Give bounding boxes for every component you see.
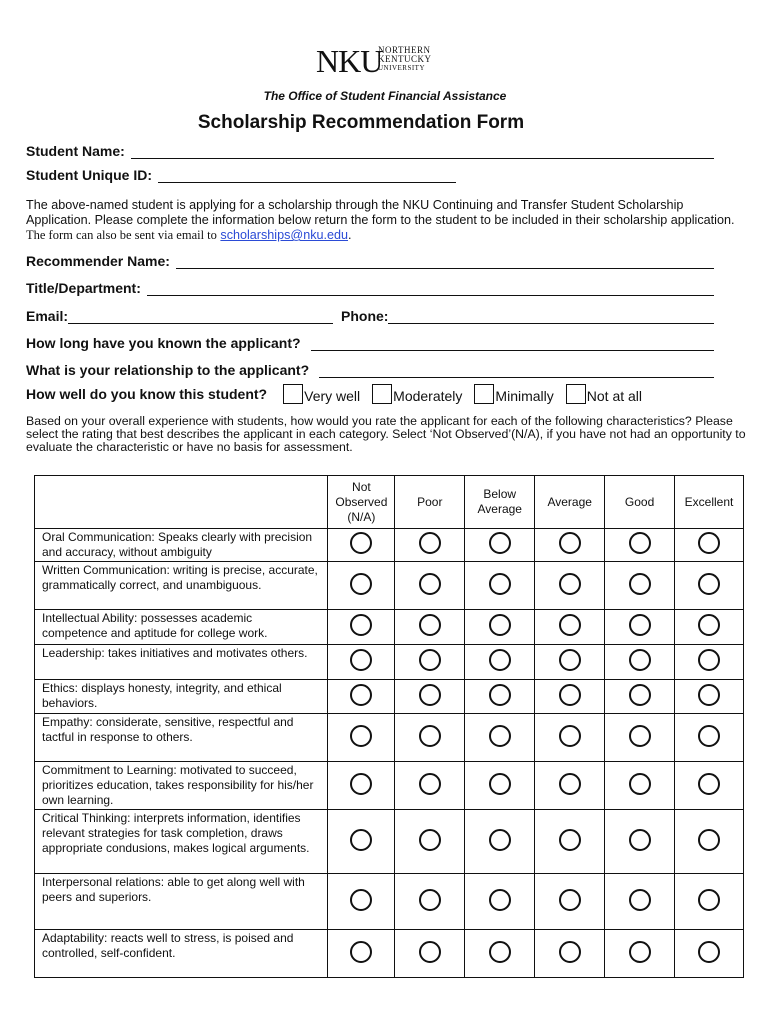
scholarship-email-link[interactable]: scholarships@nku.edu: [220, 228, 349, 242]
rating-cell-excellent: [675, 930, 744, 978]
rating-header-row: [35, 476, 744, 529]
radio-below-average[interactable]: [489, 889, 511, 911]
rating-cell-below-average: [465, 930, 535, 978]
radio-average[interactable]: [559, 725, 581, 747]
radio-not-observed[interactable]: [350, 649, 372, 671]
characteristic-description: Commitment to Learning: motivated to succeed, prioritizes education, takes responsibility for his/her own learning.: [35, 762, 328, 810]
rating-cell-excellent: [675, 610, 744, 645]
radio-below-average[interactable]: [489, 532, 511, 554]
email-phone-row: [26, 308, 714, 324]
rating-cell-average: [535, 610, 605, 645]
characteristic-description: Written Communication: writing is precise, accurate, grammatically correct, and unambiguous.: [35, 562, 328, 610]
radio-below-average[interactable]: [489, 829, 511, 851]
rating-cell-good: [605, 562, 675, 610]
radio-poor[interactable]: [419, 829, 441, 851]
radio-good[interactable]: [629, 573, 651, 595]
rating-cell-good: [605, 874, 675, 930]
radio-excellent[interactable]: [698, 573, 720, 595]
radio-average[interactable]: [559, 941, 581, 963]
rating-row: [35, 810, 744, 874]
intro-text: The above-named student is applying for a scholarship through the NKU Continuing and Transfer Student Scholarship Application. Please complete the information below return the form to the student to be included in their scholarship application.: [26, 198, 735, 227]
rating-cell-not-observed: [328, 714, 395, 762]
rating-cell-excellent: [675, 714, 744, 762]
student-name-row: [26, 143, 714, 159]
logo-mark: NKU: [316, 43, 383, 79]
rating-cell-poor: [395, 610, 465, 645]
rating-cell-average: [535, 874, 605, 930]
rating-cell-poor: [395, 680, 465, 714]
student-name-field[interactable]: [131, 144, 714, 159]
rating-cell-below-average: [465, 610, 535, 645]
radio-not-observed[interactable]: [350, 725, 372, 747]
checkbox-not-at-all[interactable]: [566, 384, 586, 404]
radio-not-observed[interactable]: [350, 829, 372, 851]
radio-average[interactable]: [559, 649, 581, 671]
rating-cell-not-observed: [328, 610, 395, 645]
relationship-label: What is your relationship to the applicant?: [26, 362, 310, 378]
intro-email-sentence: The form can also be sent via email to: [26, 228, 217, 242]
checkbox-very-well[interactable]: [283, 384, 303, 404]
title-dept-row: [26, 280, 714, 296]
rating-row: [35, 562, 744, 610]
characteristic-description: Interpersonal relations: able to get along well with peers and superiors.: [35, 874, 328, 930]
rating-cell-poor: [395, 874, 465, 930]
nku-logo: [316, 42, 446, 78]
option-moderately[interactable]: [372, 384, 462, 404]
rating-row: [35, 714, 744, 762]
radio-poor[interactable]: [419, 649, 441, 671]
radio-excellent[interactable]: [698, 829, 720, 851]
checkbox-moderately[interactable]: [372, 384, 392, 404]
rating-cell-below-average: [465, 874, 535, 930]
email-field[interactable]: [68, 309, 333, 324]
rating-cell-excellent: [675, 762, 744, 810]
radio-poor[interactable]: [419, 614, 441, 636]
title-dept-field[interactable]: [147, 281, 714, 296]
option-very-well[interactable]: [283, 384, 360, 404]
radio-excellent[interactable]: [698, 532, 720, 554]
relationship-field[interactable]: [319, 363, 714, 378]
characteristic-description: Critical Thinking: interprets information, identifies relevant strategies for task completion, draws appropriate condusions, makes logical arguments.: [35, 810, 328, 874]
radio-average[interactable]: [559, 773, 581, 795]
radio-average[interactable]: [559, 829, 581, 851]
rating-cell-average: [535, 714, 605, 762]
radio-poor[interactable]: [419, 941, 441, 963]
radio-excellent[interactable]: [698, 725, 720, 747]
logo-line-2: KENTUCKY: [378, 54, 432, 64]
recommender-label: Recommender Name:: [26, 253, 170, 269]
rating-cell-excellent: [675, 810, 744, 874]
radio-not-observed[interactable]: [350, 573, 372, 595]
radio-excellent[interactable]: [698, 773, 720, 795]
characteristic-description: Oral Communication: Speaks clearly with precision and accuracy, without ambiguity: [35, 529, 328, 562]
radio-below-average[interactable]: [489, 725, 511, 747]
radio-not-observed[interactable]: [350, 614, 372, 636]
rating-row: [35, 680, 744, 714]
how-well-label: How well do you know this student?: [26, 386, 268, 402]
radio-poor[interactable]: [419, 684, 441, 706]
rating-cell-good: [605, 645, 675, 680]
office-name: The Office of Student Financial Assistance: [263, 89, 507, 103]
radio-excellent[interactable]: [698, 941, 720, 963]
option-minimally-label: Minimally: [495, 388, 554, 404]
recommender-name-field[interactable]: [176, 254, 714, 269]
radio-good[interactable]: [629, 773, 651, 795]
student-id-label: Student Unique ID:: [26, 167, 152, 183]
rating-cell-good: [605, 762, 675, 810]
radio-excellent[interactable]: [698, 614, 720, 636]
rating-cell-below-average: [465, 529, 535, 562]
radio-good[interactable]: [629, 725, 651, 747]
rating-cell-good: [605, 610, 675, 645]
option-not-at-all[interactable]: [566, 384, 642, 404]
rating-cell-average: [535, 930, 605, 978]
radio-excellent[interactable]: [698, 684, 720, 706]
radio-poor[interactable]: [419, 773, 441, 795]
rating-row: [35, 529, 744, 562]
header-good: Good: [605, 476, 675, 529]
recommender-row: [26, 253, 714, 269]
logo-line-1: NORTHERN: [378, 45, 431, 55]
radio-good[interactable]: [629, 889, 651, 911]
rating-cell-average: [535, 529, 605, 562]
radio-excellent[interactable]: [698, 649, 720, 671]
option-minimally[interactable]: [474, 384, 553, 404]
rating-cell-average: [535, 645, 605, 680]
rating-cell-average: [535, 562, 605, 610]
student-name-label: Student Name:: [26, 143, 125, 159]
student-id-row: [26, 167, 456, 183]
rating-cell-average: [535, 810, 605, 874]
radio-below-average[interactable]: [489, 941, 511, 963]
rating-cell-good: [605, 680, 675, 714]
radio-poor[interactable]: [419, 725, 441, 747]
student-id-field[interactable]: [158, 168, 456, 183]
rating-cell-not-observed: [328, 529, 395, 562]
rating-cell-below-average: [465, 714, 535, 762]
characteristic-description: Intellectual Ability: possesses academic competence and aptitude for college work.: [35, 610, 328, 645]
how-long-label: How long have you known the applicant?: [26, 335, 301, 351]
rating-cell-excellent: [675, 680, 744, 714]
rating-cell-poor: [395, 562, 465, 610]
radio-poor[interactable]: [419, 532, 441, 554]
radio-good[interactable]: [629, 532, 651, 554]
rating-cell-not-observed: [328, 874, 395, 930]
radio-not-observed[interactable]: [350, 684, 372, 706]
option-not-at-all-label: Not at all: [586, 388, 643, 404]
characteristic-description: Leadership: takes initiatives and motivates others.: [35, 645, 328, 680]
radio-average[interactable]: [559, 684, 581, 706]
radio-not-observed[interactable]: [350, 773, 372, 795]
rating-row: [35, 874, 744, 930]
checkbox-minimally[interactable]: [474, 384, 494, 404]
rating-cell-not-observed: [328, 762, 395, 810]
rating-cell-good: [605, 810, 675, 874]
logo-line-3: UNIVERSITY: [378, 64, 425, 72]
rating-table: [34, 475, 744, 978]
rating-instructions: Based on your overall experience with students, how would you rate the applicant for each of the following characteristics? Please select the rating that best describes the applicant in each category. Select ‘Not Observed’(N/A), if you have not had an opportunity to evaluate the characteristic or have no basis for assessment.: [26, 414, 746, 454]
radio-average[interactable]: [559, 614, 581, 636]
rating-cell-poor: [395, 930, 465, 978]
option-very-well-label: Very well: [304, 388, 361, 404]
radio-average[interactable]: [559, 573, 581, 595]
radio-not-observed[interactable]: [350, 941, 372, 963]
radio-good[interactable]: [629, 614, 651, 636]
radio-good[interactable]: [629, 649, 651, 671]
phone-label: Phone:: [341, 308, 389, 324]
rating-cell-good: [605, 529, 675, 562]
how-long-field[interactable]: [311, 336, 714, 351]
radio-not-observed[interactable]: [350, 889, 372, 911]
rating-cell-not-observed: [328, 645, 395, 680]
phone-field[interactable]: [388, 309, 714, 324]
radio-good[interactable]: [629, 941, 651, 963]
how-well-row: [26, 384, 714, 404]
rating-cell-average: [535, 762, 605, 810]
rating-cell-good: [605, 714, 675, 762]
radio-average[interactable]: [559, 532, 581, 554]
header-poor: Poor: [395, 476, 465, 529]
radio-poor[interactable]: [419, 889, 441, 911]
header-not-observed: Not Observed (N/A): [328, 476, 395, 529]
rating-cell-average: [535, 680, 605, 714]
rating-cell-excellent: [675, 562, 744, 610]
rating-cell-poor: [395, 645, 465, 680]
rating-cell-poor: [395, 762, 465, 810]
rating-cell-excellent: [675, 529, 744, 562]
intro-paragraph: The above-named student is applying for a scholarship through the NKU Continuing and Transfer Student Scholarship Application. Please complete the information below return the form to the student to be included in their scholarship application. The form can also be sent via email to scholarships@nku.edu.: [26, 198, 735, 242]
rating-row: [35, 610, 744, 645]
radio-below-average[interactable]: [489, 614, 511, 636]
header-below-average: Below Average: [465, 476, 535, 529]
radio-good[interactable]: [629, 684, 651, 706]
radio-average[interactable]: [559, 889, 581, 911]
rating-row: [35, 930, 744, 978]
radio-below-average[interactable]: [489, 684, 511, 706]
title-dept-label: Title/Department:: [26, 280, 141, 296]
rating-cell-poor: [395, 529, 465, 562]
relationship-row: [26, 362, 714, 378]
radio-below-average[interactable]: [489, 773, 511, 795]
logo-wordmark: [378, 46, 432, 73]
rating-cell-not-observed: [328, 810, 395, 874]
rating-cell-excellent: [675, 645, 744, 680]
radio-good[interactable]: [629, 829, 651, 851]
radio-excellent[interactable]: [698, 889, 720, 911]
radio-not-observed[interactable]: [350, 532, 372, 554]
rating-cell-not-observed: [328, 562, 395, 610]
rating-cell-poor: [395, 810, 465, 874]
rating-cell-below-average: [465, 810, 535, 874]
rating-cell-below-average: [465, 562, 535, 610]
option-moderately-label: Moderately: [393, 388, 463, 404]
rating-cell-good: [605, 930, 675, 978]
rating-cell-poor: [395, 714, 465, 762]
rating-cell-not-observed: [328, 680, 395, 714]
rating-cell-below-average: [465, 645, 535, 680]
how-long-row: [26, 335, 714, 351]
rating-cell-below-average: [465, 762, 535, 810]
radio-below-average[interactable]: [489, 573, 511, 595]
email-label: Email:: [26, 308, 69, 324]
characteristic-description: Adaptability: reacts well to stress, is poised and controlled, self-confident.: [35, 930, 328, 978]
radio-poor[interactable]: [419, 573, 441, 595]
page-title: Scholarship Recommendation Form: [197, 112, 525, 133]
header-average: Average: [535, 476, 605, 529]
header-characteristic: [35, 476, 328, 529]
rating-row: [35, 762, 744, 810]
rating-cell-below-average: [465, 680, 535, 714]
header-excellent: Excellent: [675, 476, 744, 529]
characteristic-description: Ethics: displays honesty, integrity, and ethical behaviors.: [35, 680, 328, 714]
radio-below-average[interactable]: [489, 649, 511, 671]
rating-cell-excellent: [675, 874, 744, 930]
rating-row: [35, 645, 744, 680]
rating-cell-not-observed: [328, 930, 395, 978]
characteristic-description: Empathy: considerate, sensitive, respectful and tactful in response to others.: [35, 714, 328, 762]
